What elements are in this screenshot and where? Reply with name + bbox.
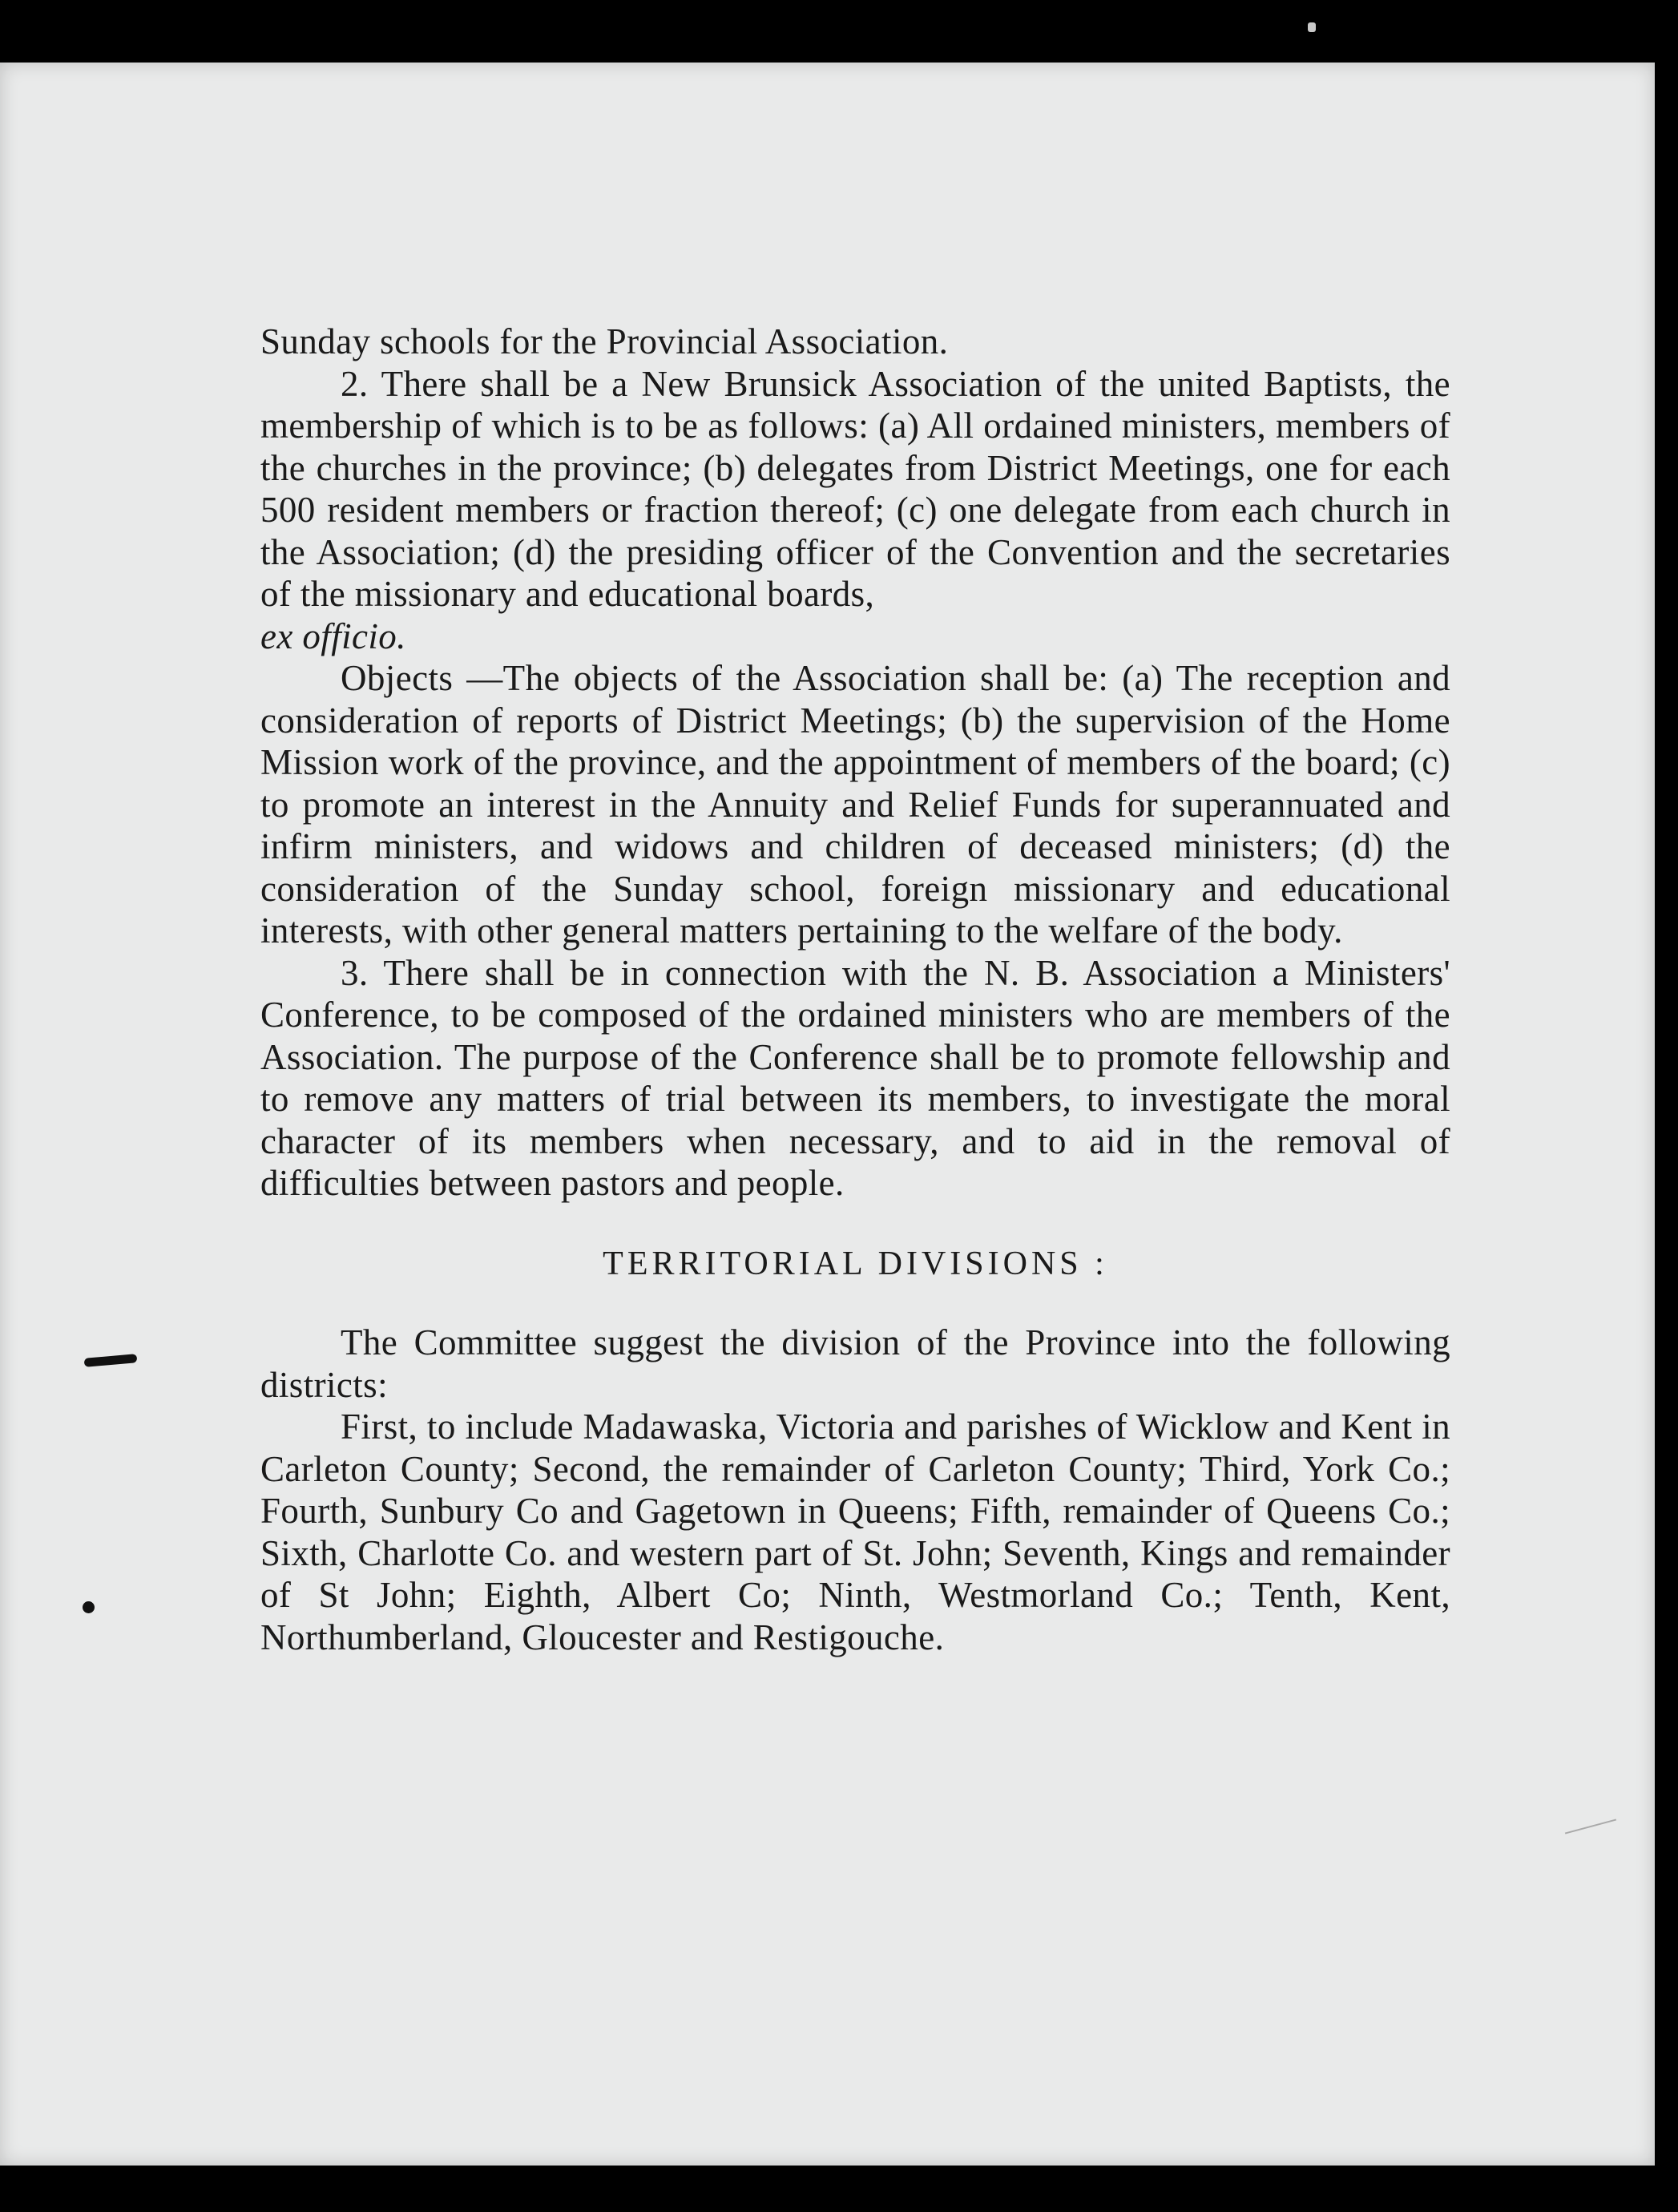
section-3-paragraph: 3. There shall be in connection with the N. B. Association a Ministers' Conference, to be composed of the ordained ministers who are members of the Association. The purpose of the Conference shall be to promote fellowship and to remove any matters of trial between its members, to investigate the moral character of its members when necessary, and to aid in the removal of difficulties between pastors and people. xyxy=(260,952,1450,1203)
continuation-line: Sunday schools for the Provincial Association. xyxy=(260,321,949,361)
territorial-divisions-heading: TERRITORIAL DIVISIONS : xyxy=(603,1245,1108,1282)
ink-dot xyxy=(83,1601,95,1613)
section-2-paragraph: 2. There shall be a New Brunsick Association of the united Baptists, the membership of which is to be as follows: (a) All ordained ministers, members of the churches in the province; (b) delegates from District Meetings, one for each 500 resident members or fraction thereof; (c) one delegate from each church in the Association; (d) the presiding officer of the Convention and the secretaries of the missionary and educational boards, xyxy=(260,363,1450,614)
committee-paragraph: The Committee suggest the division of the Province into the following districts: xyxy=(260,1322,1450,1405)
districts-paragraph: First, to include Madawaska, Victoria and parishes of Wicklow and Kent in Carleton County; Second, the remainder of Carleton County; Third, York Co.; Fourth, Sunbury Co and Gagetown in Queens; Fifth, remainder of Queens Co.; Sixth, Charlotte Co. and western part of St. John; Seventh, Kings and remainder of St John; Eighth, Albert Co; Ninth, Westmorland Co.; Tenth, Kent, Northumberland, Gloucester and Restigouche. xyxy=(260,1407,1450,1657)
objects-paragraph: Objects —The objects of the Association shall be: (a) The reception and consideration of reports of District Meetings; (b) the supervision of the Home Mission work of the province, and the appointment of members of the board; (c) to promote an interest in the Annuity and Relief Funds for superannuated and infirm ministers, and widows and children of deceased ministers; (d) the consideration of the Sunday school, foreign missionary and educational interests, with other general matters pertaining to the welfare of the body. xyxy=(260,658,1450,951)
document-body xyxy=(260,321,1450,1658)
ex-officio-text: ex officio. xyxy=(260,616,406,656)
document-page xyxy=(0,63,1655,2166)
scan-speck xyxy=(1308,22,1316,32)
